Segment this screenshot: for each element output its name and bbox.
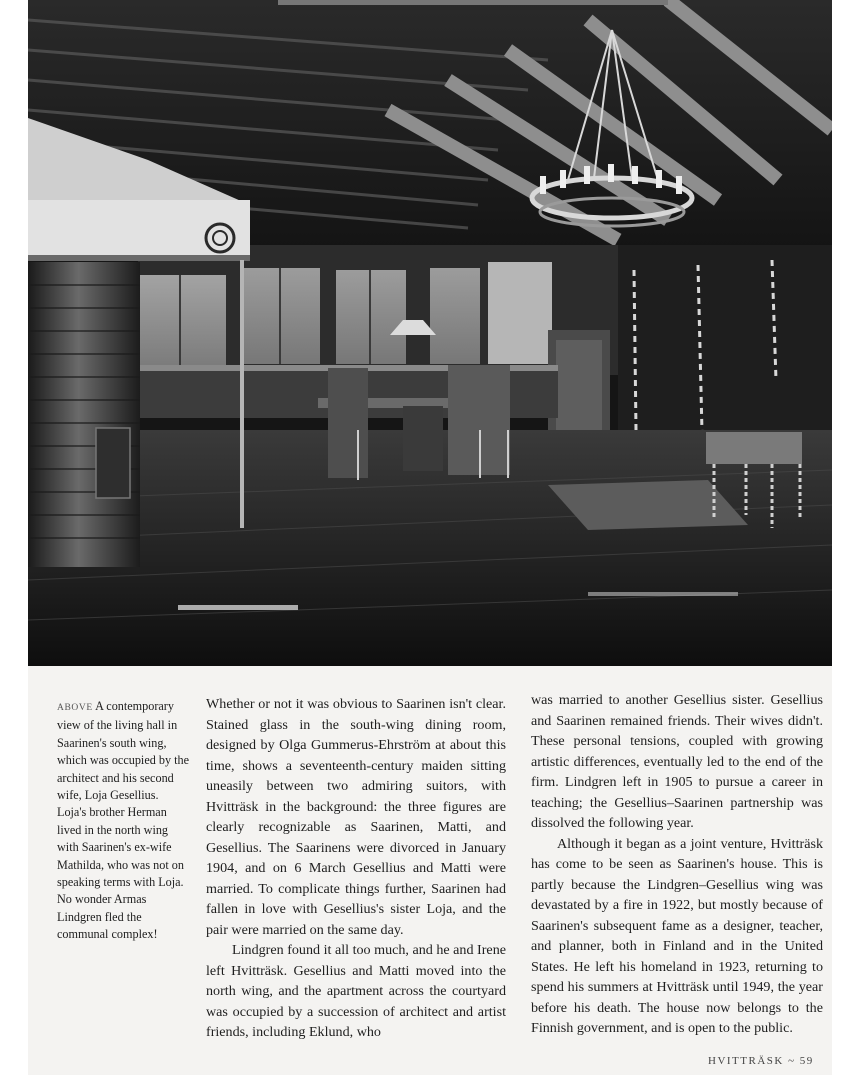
living-hall-photo <box>28 0 832 666</box>
running-head: HVITTRÄSK <box>708 1055 784 1067</box>
caption-lead: ABOVE <box>57 703 93 713</box>
photo-caption <box>57 698 189 944</box>
column-1-paragraph-1: Whether or not it was obvious to Saarinen isn't clear. Stained glass in the south-wing dining room, designed by Olga Gummerus-Ehrström at about this time, shows a seventeenth-century maiden sitting uneasily between two admiring suitors, with Hvitträsk in the background: the three figures are clearly recognizable as Saarinen, Matti, and Gesellius. The Saarinens were divorced in January 1904, and on 6 March Gesellius and Matti were married. To complicate things further, Saarinen had fallen in love with Gesellius's sister Loja, and the pair were married on the same day. <box>206 696 506 938</box>
body-column-1 <box>206 694 506 1043</box>
page-footer <box>708 1055 826 1067</box>
caption-text: A contemporary view of the living hall in Saarinen's south wing, which was occupied by the architect and his second wife, Loja Gesellius. Loja's brother Herman lived in the north wing with Saarinen's ex-wife Mathilda, who was not on speaking terms with Loja. No wonder Armas Lindgren fled the communal complex! <box>57 699 189 942</box>
page-number: 59 <box>799 1055 814 1067</box>
column-2-paragraph-1: was married to another Gesellius sister. Gesellius and Saarinen remained friends. Their wives didn't. These personal tensions, coupled with growing artistic differences, eventually led to the end of the firm. Lindgren left in 1905 to pursue a career in teaching; the Gesellius–Saarinen partnership was dissolved the following year. <box>531 692 823 831</box>
footer-separator: ~ <box>788 1055 796 1067</box>
column-1-paragraph-2: Lindgren found it all too much, and he and Irene left Hvitträsk. Gesellius and Matti moved into the north wing, and the apartment across the courtyard was occupied by a succession of architect and artist friends, including Eklund, who <box>206 942 506 1040</box>
column-2-paragraph-2: Although it began as a joint venture, Hvitträsk has come to be seen as Saarinen's house. This is partly because the Lindgren–Gesellius wing was devastated by a fire in 1922, but mostly because of Saarinen's subsequent fame as a designer, teacher, and planner, both in Finland and in the United States. He left his homeland in 1923, returning to spend his summers at Hvitträsk until 1949, the year before his death. The house now belongs to the Finnish government, and is open to the public. <box>531 835 823 1036</box>
body-column-2 <box>531 690 823 1039</box>
